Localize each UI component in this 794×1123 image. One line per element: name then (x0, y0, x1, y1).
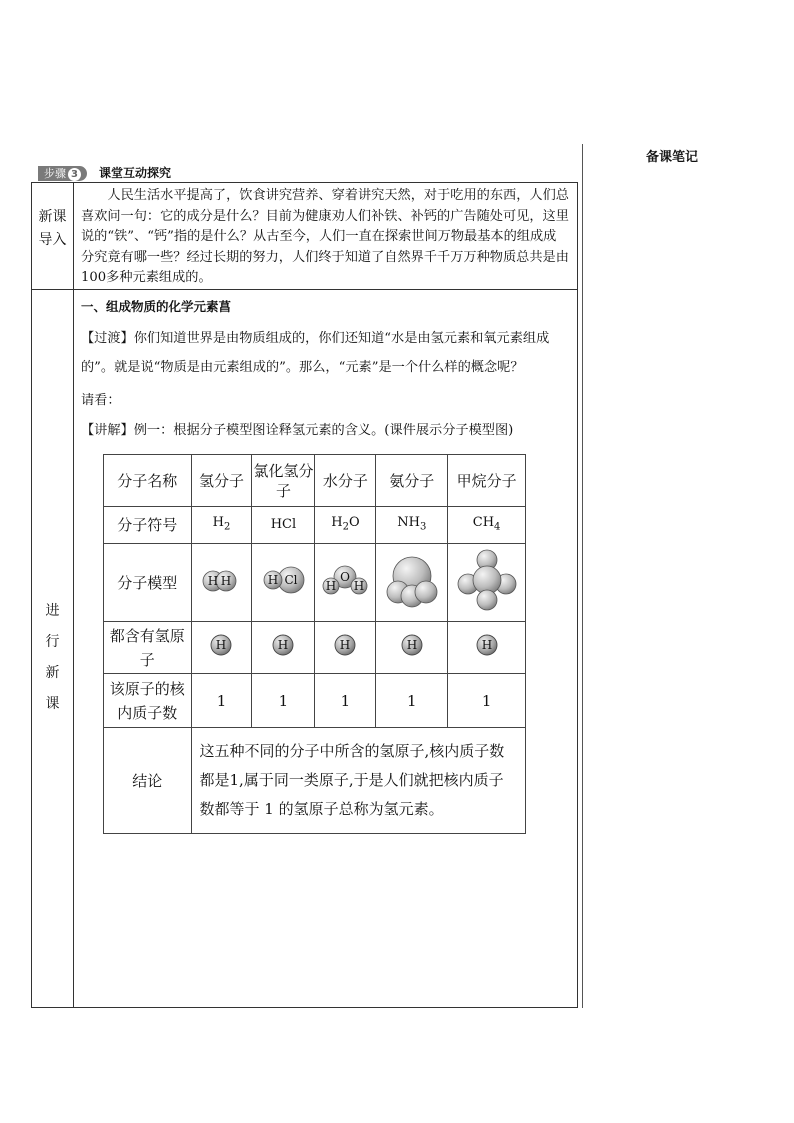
side-char: 导入 (38, 232, 67, 248)
cell-name: 氨分子 (376, 455, 448, 507)
svg-text:O: O (340, 570, 351, 584)
row-header: 分子模型 (104, 544, 192, 622)
molecule-table (103, 454, 526, 834)
side-label-lesson (32, 596, 73, 720)
cell-symbol: $NH_3$ (376, 507, 448, 544)
side-char: 行 (45, 634, 60, 650)
svg-text:H: H (340, 638, 351, 652)
svg-text:H: H (216, 638, 227, 652)
step-title: 课堂互动探究 (99, 166, 172, 180)
please-look-text: 请看： (81, 393, 121, 408)
cell-h-atom (376, 622, 448, 674)
table-row-model (104, 544, 526, 622)
column-separator (73, 182, 74, 1007)
h-atom-icon (207, 631, 235, 659)
cell-protons: 1 (315, 674, 376, 728)
table-row-name (104, 455, 526, 507)
hcl-model-image (253, 560, 313, 600)
cell-symbol: $H_2$ (191, 507, 252, 544)
step-number: 3 (68, 168, 81, 181)
table-row-conclusion (104, 728, 526, 834)
cell-h-atom (252, 622, 315, 674)
cell-name: 氯化氢分子 (252, 455, 315, 507)
model-nh3 (376, 544, 448, 622)
model-h2 (191, 544, 252, 622)
svg-text:H: H (406, 638, 418, 652)
side-char: 新课 (38, 209, 67, 225)
table-row-contains (104, 622, 526, 674)
h2o-model-image (315, 559, 375, 601)
svg-text:H: H (481, 638, 492, 652)
model-h2o (315, 544, 376, 622)
transition-paragraph: 【过渡】你们知道世界是由物质组成的，你们还知道“水是由氢元素和氧元素组成的”。就是说“物质是由元素组成的”。那么，“元素”是一个什么样的概念呢？ (81, 331, 550, 375)
notes-divider (582, 144, 583, 1008)
cell-h-atom (315, 622, 376, 674)
nh3-model-image (382, 550, 442, 610)
row-separator (31, 289, 577, 290)
row-header: 该原子的核内质子数 (104, 674, 192, 728)
svg-text:H: H (278, 638, 289, 652)
cell-h-atom (191, 622, 252, 674)
svg-text:Cl: Cl (284, 573, 298, 587)
notes-title: 备课笔记 (646, 150, 699, 165)
intro-paragraph: 人民生活水平提高了，饮食讲究营养、穿着讲究天然，对于吃用的东西，人们总喜欢问一句：它的成分是什么？目前为健康劝人们补铁、补钙的广告随处可见，这里说的“铁”、“钙”指的是什么？从古至今，人们一直在探索世间万物最基本的组成成分究竟有哪一些？经过长期的努力，人们终于知道了自然界千千万万种物质总共是由 100多种元素组成的。 (81, 188, 569, 285)
svg-text:H: H (208, 574, 219, 588)
cell-protons: 1 (376, 674, 448, 728)
svg-text:H: H (221, 574, 232, 588)
cell-symbol: $H_2O$ (315, 507, 376, 544)
cell-protons: 1 (252, 674, 315, 728)
table-row-symbol (104, 507, 526, 544)
h2-model-image (192, 560, 250, 600)
conclusion-text: 这五种不同的分子中所含的氢原子,核内质子数都是1,属于同一类原子,于是人们就把核内质子数都等于 1 的氢原子总称为氢元素。 (191, 728, 525, 834)
cell-h-atom (448, 622, 526, 674)
row-header: 都含有氢原子 (104, 622, 192, 674)
step-badge-label: 步骤 (44, 167, 66, 180)
h-atom-icon (473, 631, 501, 659)
cell-name: 甲烷分子 (448, 455, 526, 507)
svg-text:H: H (268, 573, 279, 587)
step-badge (38, 166, 87, 181)
h-atom-icon (269, 631, 297, 659)
side-char: 课 (45, 696, 60, 712)
h-atom-icon (398, 631, 426, 659)
model-ch4 (448, 544, 526, 622)
svg-text:H: H (354, 579, 365, 593)
cell-symbol: $CH_4$ (448, 507, 526, 544)
cell-name: 水分子 (315, 455, 376, 507)
cell-name: 氢分子 (191, 455, 252, 507)
cell-protons: 1 (191, 674, 252, 728)
cell-protons: 1 (448, 674, 526, 728)
lecture-paragraph: 【讲解】例一：根据分子模型图诠释氢元素的含义。(课件展示分子模型图) (81, 423, 514, 438)
ch4-model-image (454, 548, 520, 612)
side-label-intro (32, 206, 73, 252)
section-title: 一、组成物质的化学元素菖 (81, 299, 232, 314)
side-char: 进 (45, 603, 60, 619)
model-hcl (252, 544, 315, 622)
row-header: 结论 (104, 728, 192, 834)
side-char: 新 (45, 665, 60, 681)
h-atom-icon (331, 631, 359, 659)
svg-text:H: H (326, 579, 337, 593)
row-header: 分子名称 (104, 455, 192, 507)
cell-symbol: HCl (252, 507, 315, 544)
table-row-protons (104, 674, 526, 728)
row-header: 分子符号 (104, 507, 192, 544)
